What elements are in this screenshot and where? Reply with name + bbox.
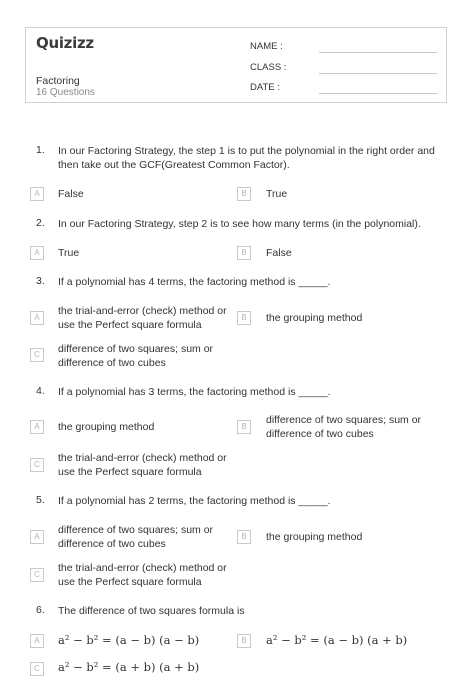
worksheet-header: [25, 27, 447, 103]
option-letter-box[interactable]: A: [30, 187, 44, 201]
option-letter-box[interactable]: C: [30, 662, 44, 676]
date-field[interactable]: [319, 93, 437, 94]
option-letter-box[interactable]: A: [30, 420, 44, 434]
answer-option: False: [266, 247, 292, 259]
question-number: 3.: [36, 275, 45, 287]
answer-option: difference of two squares; sum or difference of two cubes: [58, 524, 214, 550]
option-letter-box[interactable]: B: [237, 246, 251, 260]
option-letter-box[interactable]: B: [237, 311, 251, 325]
option-letter-box[interactable]: A: [30, 311, 44, 325]
question-number: 5.: [36, 494, 45, 506]
question-text: In our Factoring Strategy, step 2 is to see how many terms (in the polynomial).: [58, 218, 421, 230]
question-text: If a polynomial has 3 terms, the factoring method is _____.: [58, 386, 331, 398]
date-label: DATE :: [250, 82, 280, 93]
option-letter-box[interactable]: A: [30, 530, 44, 544]
question-text: In our Factoring Strategy, the step 1 is to put the polynomial in the right order and then take out the GCF(Greatest Common Factor).: [58, 145, 435, 171]
question-text: The difference of two squares formula is: [58, 605, 245, 617]
option-letter-box[interactable]: B: [237, 634, 251, 648]
question-number: 2.: [36, 217, 45, 229]
answer-option: a² − b² = (a − b) (a − b): [58, 633, 200, 647]
name-field[interactable]: [319, 52, 437, 53]
option-letter-box[interactable]: B: [237, 187, 251, 201]
question-text: If a polynomial has 2 terms, the factoring method is _____.: [58, 495, 331, 507]
answer-option: difference of two squares; sum or difference of two cubes: [58, 343, 214, 369]
question-text: If a polynomial has 4 terms, the factoring method is _____.: [58, 276, 331, 288]
answer-option: the trial-and-error (check) method or use the Perfect square formula: [58, 452, 227, 478]
option-letter-box[interactable]: C: [30, 458, 44, 472]
quizizz-logo: Quizizz: [36, 34, 94, 52]
answer-option: the grouping method: [266, 531, 363, 543]
answer-option: True: [58, 247, 80, 259]
answer-option: the grouping method: [266, 312, 363, 324]
question-number: 1.: [36, 144, 45, 156]
question-number: 4.: [36, 385, 45, 397]
answer-option: a² − b² = (a + b) (a + b): [58, 660, 200, 674]
answer-option: False: [58, 188, 84, 200]
answer-option: difference of two squares; sum or difference of two cubes: [266, 414, 422, 440]
answer-option: the trial-and-error (check) method or use the Perfect square formula: [58, 562, 227, 588]
option-letter-box[interactable]: A: [30, 634, 44, 648]
option-letter-box[interactable]: C: [30, 568, 44, 582]
answer-option: a² − b² = (a − b) (a + b): [266, 633, 408, 647]
answer-option: True: [266, 188, 288, 200]
option-letter-box[interactable]: C: [30, 348, 44, 362]
question-count: 16 Questions: [36, 87, 95, 98]
question-number: 6.: [36, 604, 45, 616]
answer-option: the trial-and-error (check) method or use the Perfect square formula: [58, 305, 227, 331]
answer-option: the grouping method: [58, 421, 155, 433]
option-letter-box[interactable]: B: [237, 530, 251, 544]
option-letter-box[interactable]: A: [30, 246, 44, 260]
class-field[interactable]: [319, 73, 437, 74]
name-label: NAME :: [250, 41, 283, 52]
worksheet-title: Factoring: [36, 75, 80, 87]
class-label: CLASS :: [250, 62, 287, 73]
option-letter-box[interactable]: B: [237, 420, 251, 434]
